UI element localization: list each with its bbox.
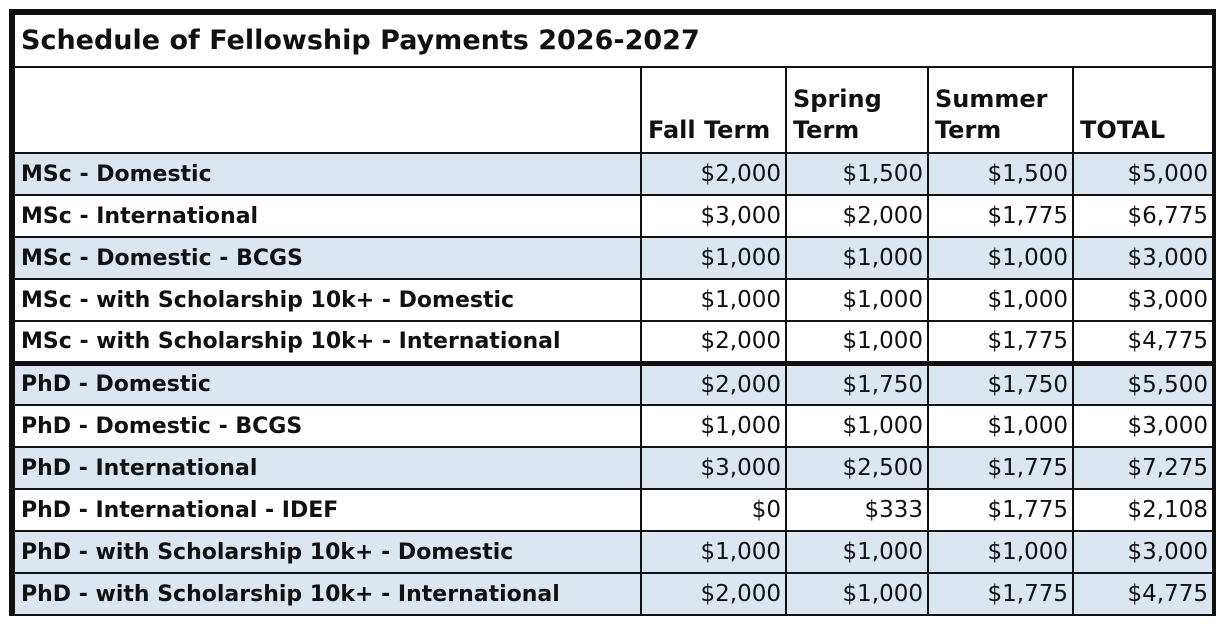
table-row xyxy=(14,531,1213,573)
total-cell: $4,775 xyxy=(1073,573,1213,615)
table-row xyxy=(14,237,1213,279)
table-row xyxy=(14,195,1213,237)
table-row xyxy=(14,573,1213,615)
spring-term-cell: $1,750 xyxy=(786,363,928,405)
spring-term-cell: $1,000 xyxy=(786,531,928,573)
summer-term-cell: $1,500 xyxy=(928,153,1073,195)
total-cell: $2,108 xyxy=(1073,489,1213,531)
table-row xyxy=(14,363,1213,405)
fall-term-cell: $2,000 xyxy=(641,153,786,195)
fall-term-cell: $3,000 xyxy=(641,195,786,237)
row-label-cell: MSc - with Scholarship 10k+ - International xyxy=(14,321,641,363)
summer-term-cell: $1,775 xyxy=(928,573,1073,615)
spring-term-cell: $1,000 xyxy=(786,573,928,615)
spring-term-cell: $1,000 xyxy=(786,279,928,321)
spring-term-cell: $1,000 xyxy=(786,405,928,447)
summer-term-cell: $1,775 xyxy=(928,321,1073,363)
table-row xyxy=(14,321,1213,363)
total-cell: $3,000 xyxy=(1073,237,1213,279)
row-label-cell: PhD - International xyxy=(14,447,641,489)
summer-term-cell: $1,000 xyxy=(928,237,1073,279)
summer-term-cell: $1,000 xyxy=(928,405,1073,447)
header-cell-fall-term: Fall Term xyxy=(641,67,786,153)
total-cell: $5,000 xyxy=(1073,153,1213,195)
fall-term-cell: $1,000 xyxy=(641,531,786,573)
fall-term-cell: $3,000 xyxy=(641,447,786,489)
total-cell: $3,000 xyxy=(1073,405,1213,447)
spring-term-cell: $1,000 xyxy=(786,321,928,363)
fall-term-cell: $1,000 xyxy=(641,405,786,447)
summer-term-cell: $1,775 xyxy=(928,195,1073,237)
fall-term-cell: $1,000 xyxy=(641,279,786,321)
total-cell: $3,000 xyxy=(1073,531,1213,573)
spring-term-cell: $2,500 xyxy=(786,447,928,489)
total-cell: $7,275 xyxy=(1073,447,1213,489)
table-title: Schedule of Fellowship Payments 2026-2027 xyxy=(14,14,1213,67)
table-row xyxy=(14,489,1213,531)
row-label-cell: MSc - International xyxy=(14,195,641,237)
row-label-cell: PhD - Domestic - BCGS xyxy=(14,405,641,447)
spring-term-cell: $1,000 xyxy=(786,237,928,279)
total-cell: $6,775 xyxy=(1073,195,1213,237)
total-cell: $3,000 xyxy=(1073,279,1213,321)
fall-term-cell: $0 xyxy=(641,489,786,531)
fall-term-cell: $2,000 xyxy=(641,321,786,363)
header-cell-blank xyxy=(14,67,641,153)
fellowship-schedule-table-frame xyxy=(9,9,1216,616)
fall-term-cell: $2,000 xyxy=(641,363,786,405)
table-row xyxy=(14,153,1213,195)
header-row xyxy=(14,67,1213,153)
header-cell-total: TOTAL xyxy=(1073,67,1213,153)
summer-term-cell: $1,750 xyxy=(928,363,1073,405)
total-cell: $4,775 xyxy=(1073,321,1213,363)
table-row xyxy=(14,405,1213,447)
table-row xyxy=(14,447,1213,489)
total-cell: $5,500 xyxy=(1073,363,1213,405)
spring-term-cell: $2,000 xyxy=(786,195,928,237)
fall-term-cell: $1,000 xyxy=(641,237,786,279)
header-cell-summer-term: Summer Term xyxy=(928,67,1073,153)
fall-term-cell: $2,000 xyxy=(641,573,786,615)
header-cell-spring-term: Spring Term xyxy=(786,67,928,153)
row-label-cell: PhD - with Scholarship 10k+ - Domestic xyxy=(14,531,641,573)
row-label-cell: PhD - International - IDEF xyxy=(14,489,641,531)
table-row xyxy=(14,279,1213,321)
row-label-cell: MSc - Domestic xyxy=(14,153,641,195)
spring-term-cell: $333 xyxy=(786,489,928,531)
summer-term-cell: $1,000 xyxy=(928,531,1073,573)
row-label-cell: PhD - Domestic xyxy=(14,363,641,405)
row-label-cell: PhD - with Scholarship 10k+ - International xyxy=(14,573,641,615)
row-label-cell: MSc - with Scholarship 10k+ - Domestic xyxy=(14,279,641,321)
summer-term-cell: $1,775 xyxy=(928,447,1073,489)
title-row xyxy=(14,14,1213,67)
summer-term-cell: $1,000 xyxy=(928,279,1073,321)
summer-term-cell: $1,775 xyxy=(928,489,1073,531)
spring-term-cell: $1,500 xyxy=(786,153,928,195)
fellowship-schedule-table xyxy=(13,13,1214,616)
row-label-cell: MSc - Domestic - BCGS xyxy=(14,237,641,279)
